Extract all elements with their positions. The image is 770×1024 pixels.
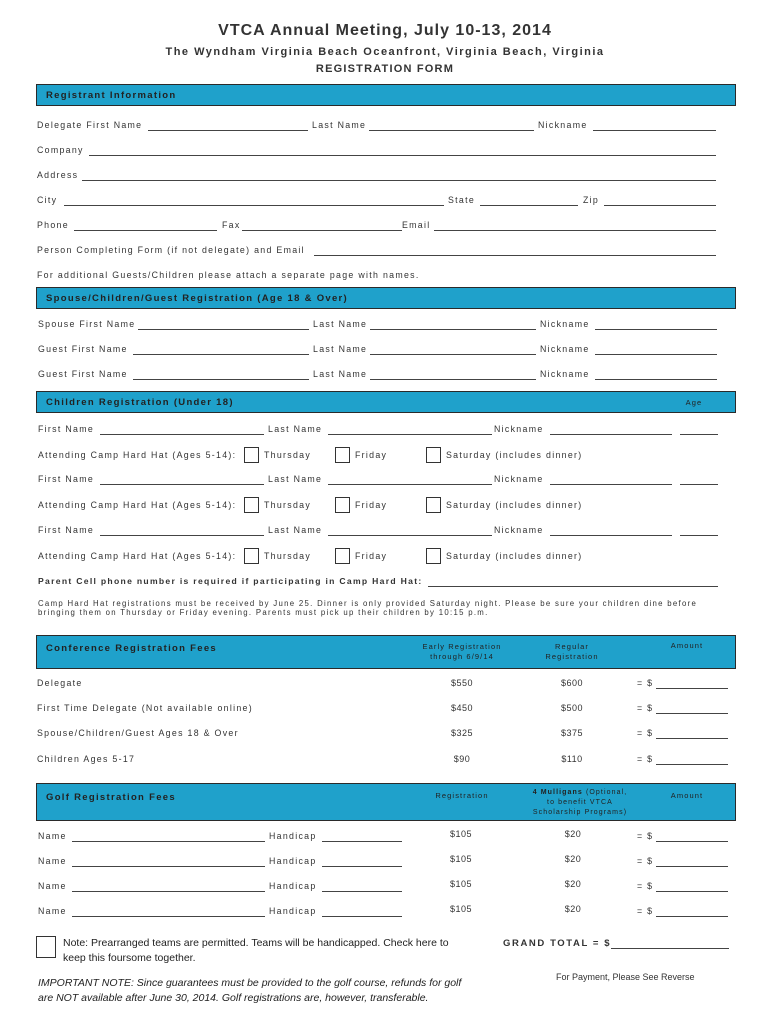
friday-label: Friday (355, 500, 388, 510)
friday-checkbox[interactable] (335, 548, 350, 564)
amount-field[interactable] (656, 866, 728, 867)
registration-price: $105 (449, 854, 473, 864)
last-name-field[interactable] (370, 329, 536, 330)
nickname-label: Nickname (494, 525, 544, 535)
amount-field[interactable] (656, 738, 728, 739)
camp-note-line: Camp Hard Hat registrations must be received by June 25. Dinner is only provided Saturday night. Please be sure your children dine before (38, 599, 698, 608)
fee-row (37, 754, 727, 768)
handicap-field[interactable] (322, 891, 402, 892)
age-column-label: Age (685, 398, 703, 407)
amount-field[interactable] (656, 916, 728, 917)
child-age-field[interactable] (680, 484, 718, 485)
important-note-line: are NOT available after June 30, 2014. Golf registrations are, however, transferable. (38, 992, 429, 1004)
address-row (37, 170, 727, 184)
email-label: Email (402, 220, 431, 230)
name-label: Name (38, 856, 67, 866)
early-price: $450 (450, 703, 474, 713)
first-name-field[interactable] (133, 379, 309, 380)
saturday-checkbox[interactable] (426, 447, 441, 463)
fee-row (37, 703, 727, 717)
mulligans-column (515, 788, 645, 818)
camp-note (38, 599, 738, 617)
page-title: VTCA Annual Meeting, July 10-13, 2014 (218, 22, 552, 39)
saturday-label: Saturday (includes dinner) (446, 450, 583, 460)
child-attending-row (38, 449, 728, 467)
company-row (37, 145, 727, 159)
early-price: $325 (450, 728, 474, 738)
amount-column: Amount (670, 641, 704, 650)
column-label: to benefit VTCA (547, 799, 613, 806)
phone-label: Phone (37, 220, 69, 230)
attending-label: Attending Camp Hard Hat (Ages 5-14): (38, 551, 237, 561)
first-name-label: Guest First Name (38, 369, 128, 379)
state-field[interactable] (480, 205, 578, 206)
column-label: Regular (555, 642, 589, 651)
fee-label: Children Ages 5-17 (37, 754, 136, 764)
important-note-line: IMPORTANT NOTE: Since guarantees must be provided to the golf course, refunds for golf (38, 977, 462, 989)
golfer-row (38, 881, 728, 895)
parent-cell-label: Parent Cell phone number is required if participating in Camp Hard Hat: (38, 576, 423, 586)
column-label: Early Registration (422, 642, 502, 651)
keep-foursome-checkbox[interactable] (36, 936, 56, 958)
fee-label: Spouse/Children/Guest Ages 18 & Over (37, 728, 239, 738)
camp-note-line: bringing them on Thursday or Friday evening. Parents must pick up their children by 10:15 p.m. (38, 608, 489, 617)
thursday-label: Thursday (264, 500, 312, 510)
thursday-checkbox[interactable] (244, 548, 259, 564)
amount-equals: = $ (637, 754, 654, 764)
child-attending-row (38, 550, 728, 568)
mulligans-price: $20 (564, 854, 582, 864)
amount-column: Amount (670, 791, 704, 800)
golfer-row (38, 906, 728, 920)
amount-equals: = $ (637, 678, 654, 688)
amount-equals: = $ (637, 703, 654, 713)
column-label: Registration (545, 652, 599, 661)
regular-price: $110 (561, 754, 583, 764)
mulligans-price: $20 (564, 829, 582, 839)
handicap-label: Handicap (269, 856, 317, 866)
delegate-last-name-field[interactable] (369, 130, 534, 131)
first-name-label: First Name (38, 474, 95, 484)
zip-label: Zip (583, 195, 600, 205)
section-title: Registrant Information (46, 90, 177, 101)
friday-checkbox[interactable] (335, 447, 350, 463)
delegate-first-name-field[interactable] (148, 130, 308, 131)
nickname-label: Nickname (494, 424, 544, 434)
conference-fees-header (36, 635, 736, 669)
first-name-field[interactable] (133, 354, 309, 355)
child-last-name-field[interactable] (328, 535, 492, 536)
child-nickname-field[interactable] (550, 434, 672, 435)
first-name-label: Spouse First Name (38, 319, 136, 329)
registration-price: $105 (449, 904, 473, 914)
important-note (38, 976, 508, 1006)
phone-field[interactable] (74, 230, 217, 231)
company-field[interactable] (89, 155, 716, 156)
child-last-name-field[interactable] (328, 484, 492, 485)
zip-field[interactable] (604, 205, 716, 206)
child-first-name-field[interactable] (100, 484, 264, 485)
parent-cell-row (38, 576, 728, 590)
parent-cell-field[interactable] (428, 586, 718, 587)
attending-label: Attending Camp Hard Hat (Ages 5-14): (38, 500, 237, 510)
city-label: City (37, 195, 58, 205)
fax-label: Fax (222, 220, 241, 230)
child-age-field[interactable] (680, 434, 718, 435)
section-title: Golf Registration Fees (46, 792, 176, 803)
delegate-nickname-field[interactable] (593, 130, 716, 131)
last-name-label: Last Name (313, 369, 368, 379)
golfer-name-field[interactable] (72, 841, 265, 842)
friday-checkbox[interactable] (335, 497, 350, 513)
golfer-name-field[interactable] (72, 916, 265, 917)
guests-note-row (37, 270, 727, 284)
email-field[interactable] (434, 230, 716, 231)
section-title: Children Registration (Under 18) (46, 397, 234, 408)
city-row (37, 195, 727, 209)
handicap-label: Handicap (269, 906, 317, 916)
column-label: Scholarship Programs) (532, 809, 628, 816)
regular-price: $600 (560, 678, 584, 688)
fax-field[interactable] (242, 230, 402, 231)
teams-note (63, 936, 483, 966)
column-label: (Optional, (585, 789, 628, 796)
company-label: Company (37, 145, 84, 155)
venue-subtitle: The Wyndham Virginia Beach Oceanfront, Virginia Beach, Virginia (165, 46, 605, 58)
phone-row (37, 220, 727, 234)
first-name-label: Guest First Name (38, 344, 128, 354)
city-field[interactable] (64, 205, 444, 206)
name-label: Name (38, 831, 67, 841)
child-age-field[interactable] (680, 535, 718, 536)
grand-total-field[interactable] (611, 948, 729, 949)
delegate-name-row (37, 120, 727, 134)
last-name-field[interactable] (370, 379, 536, 380)
amount-equals: = $ (637, 906, 654, 916)
fee-label: Delegate (37, 678, 83, 688)
registrant-section-header (36, 84, 736, 106)
last-name-label: Last Name (313, 319, 368, 329)
delegate-first-name-label: Delegate First Name (37, 120, 143, 130)
nickname-label: Nickname (540, 344, 590, 354)
mulligans-price: $20 (564, 879, 582, 889)
payment-note: For Payment, Please See Reverse (556, 972, 695, 982)
state-label: State (448, 195, 476, 205)
nickname-label: Nickname (538, 120, 588, 130)
early-registration-column (412, 642, 512, 662)
last-name-label: Last Name (268, 424, 323, 434)
teams-note-line: keep this foursome together. (63, 952, 196, 964)
thursday-label: Thursday (264, 551, 312, 561)
child-first-name-field[interactable] (100, 434, 264, 435)
amount-equals: = $ (637, 856, 654, 866)
child-last-name-field[interactable] (328, 434, 492, 435)
guests-note: For additional Guests/Children please attach a separate page with names. (37, 270, 420, 280)
first-name-label: First Name (38, 424, 95, 434)
nickname-label: Nickname (494, 474, 544, 484)
section-title: Spouse/Children/Guest Registration (Age 18 & Over) (46, 293, 349, 304)
last-name-label: Last Name (312, 120, 367, 130)
golfer-row (38, 831, 728, 845)
friday-label: Friday (355, 551, 388, 561)
amount-equals: = $ (637, 728, 654, 738)
guest-row (38, 344, 728, 358)
person-completing-label: Person Completing Form (if not delegate) and Email (37, 245, 305, 255)
handicap-label: Handicap (269, 881, 317, 891)
person-completing-field[interactable] (314, 255, 716, 256)
registration-price: $105 (449, 879, 473, 889)
child-nickname-field[interactable] (550, 535, 672, 536)
registration-price: $105 (449, 829, 473, 839)
handicap-field[interactable] (322, 916, 402, 917)
grand-total-label: GRAND TOTAL = $ (503, 938, 612, 949)
child-attending-row (38, 499, 728, 517)
fee-label: First Time Delegate (Not available online) (37, 703, 253, 713)
handicap-label: Handicap (269, 831, 317, 841)
early-price: $90 (453, 754, 471, 764)
attending-label: Attending Camp Hard Hat (Ages 5-14): (38, 450, 237, 460)
last-name-field[interactable] (370, 354, 536, 355)
child-first-name-field[interactable] (100, 535, 264, 536)
first-name-label: First Name (38, 525, 95, 535)
friday-label: Friday (355, 450, 388, 460)
nickname-label: Nickname (540, 369, 590, 379)
child-name-row (38, 424, 728, 438)
address-label: Address (37, 170, 79, 180)
amount-equals: = $ (637, 831, 654, 841)
saturday-checkbox[interactable] (426, 497, 441, 513)
last-name-label: Last Name (313, 344, 368, 354)
golfer-row (38, 856, 728, 870)
nickname-field[interactable] (595, 379, 717, 380)
mulligans-price: $20 (564, 904, 582, 914)
saturday-label: Saturday (includes dinner) (446, 551, 583, 561)
amount-field[interactable] (656, 688, 728, 689)
nickname-field[interactable] (595, 354, 717, 355)
golf-fees-header (36, 783, 736, 821)
thursday-checkbox[interactable] (244, 447, 259, 463)
amount-field[interactable] (656, 891, 728, 892)
regular-price: $500 (560, 703, 584, 713)
amount-equals: = $ (637, 881, 654, 891)
form-name: REGISTRATION FORM (315, 63, 455, 75)
teams-note-line: Note: Prearranged teams are permitted. Teams will be handicapped. Check here to (63, 937, 449, 949)
golfer-name-field[interactable] (72, 866, 265, 867)
regular-price: $375 (560, 728, 584, 738)
person-completing-row (37, 245, 727, 259)
child-name-row (38, 474, 728, 488)
spouse-row (38, 319, 728, 333)
thursday-checkbox[interactable] (244, 497, 259, 513)
golfer-name-field[interactable] (72, 891, 265, 892)
amount-field[interactable] (656, 713, 728, 714)
column-label: through 6/9/14 (430, 652, 494, 661)
first-name-field[interactable] (138, 329, 309, 330)
amount-field[interactable] (656, 841, 728, 842)
early-price: $550 (450, 678, 474, 688)
last-name-label: Last Name (268, 474, 323, 484)
handicap-field[interactable] (322, 866, 402, 867)
fee-row (37, 728, 727, 742)
saturday-label: Saturday (includes dinner) (446, 500, 583, 510)
thursday-label: Thursday (264, 450, 312, 460)
nickname-field[interactable] (595, 329, 717, 330)
nickname-label: Nickname (540, 319, 590, 329)
child-name-row (38, 525, 728, 539)
name-label: Name (38, 906, 67, 916)
fee-row (37, 678, 727, 692)
section-title: Conference Registration Fees (46, 643, 218, 654)
spouse-section-header (36, 287, 736, 309)
address-field[interactable] (82, 180, 716, 181)
registration-column: Registration (435, 791, 489, 800)
child-nickname-field[interactable] (550, 484, 672, 485)
name-label: Name (38, 881, 67, 891)
handicap-field[interactable] (322, 841, 402, 842)
saturday-checkbox[interactable] (426, 548, 441, 564)
column-label: 4 Mulligans (532, 789, 583, 796)
children-section-header (36, 391, 736, 413)
amount-field[interactable] (656, 764, 728, 765)
regular-registration-column (527, 642, 617, 662)
last-name-label: Last Name (268, 525, 323, 535)
guest-row (38, 369, 728, 383)
